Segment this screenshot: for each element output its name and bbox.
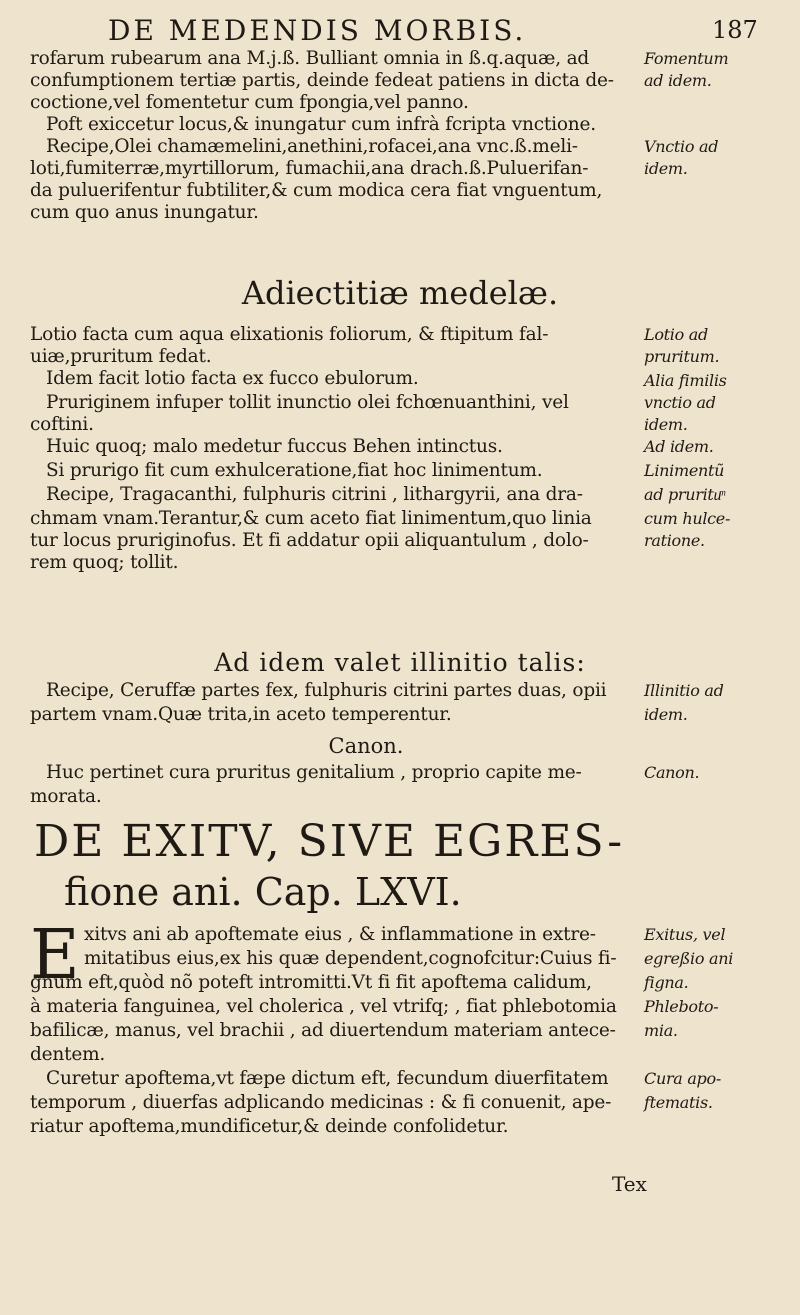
text-line: rofarum rubearum ana M.j.ß. Bulliant omnia in ß.q.aquæ, ad — [30, 48, 590, 69]
margin-note: idem. — [644, 159, 688, 178]
text-line: bafilicæ, manus, vel brachii , ad diuertendum materiam antece- — [30, 1020, 616, 1041]
text-line: Pruriginem infuper tollit inunctio olei fchœnuanthini, vel — [46, 392, 569, 413]
margin-note: Phleboto- — [644, 997, 719, 1016]
margin-note: mia. — [644, 1021, 678, 1040]
catchword: Tex — [612, 1172, 647, 1196]
text-line: cum quo anus inungatur. — [30, 202, 259, 223]
running-title: DE MEDENDIS MORBIS. — [108, 14, 527, 47]
section-heading: Adiectitiæ medelæ. — [241, 274, 559, 312]
margin-note: cum hulce- — [644, 509, 731, 528]
margin-note: figna. — [644, 973, 689, 992]
margin-note: egreßio ani — [644, 949, 734, 968]
text-line: Huic quoq; malo medetur fuccus Behen intinctus. — [46, 436, 503, 457]
text-line: Lotio facta cum aqua elixationis foliorum, & ftipitum fal- — [30, 324, 549, 345]
text-line: gnum eft,quòd nõ poteft intromitti.Vt fi fit apoftema calidum, — [30, 972, 592, 993]
text-line: morata. — [30, 786, 102, 807]
margin-note: Ad idem. — [644, 437, 714, 456]
text-line: tur locus pruriginofus. Et fi addatur opii aliquantulum , dolo- — [30, 530, 589, 551]
text-line: Poft exiccetur locus,& inungatur cum infrà fcripta vnctione. — [46, 114, 596, 135]
margin-note: pruritum. — [644, 347, 720, 366]
text-line: Si prurigo fit cum exhulceratione,fiat hoc linimentum. — [46, 460, 543, 481]
canon-heading: Canon. — [328, 734, 404, 758]
text-line: dentem. — [30, 1044, 106, 1065]
text-line: coftini. — [30, 414, 94, 435]
text-line: xitvs ani ab apoftemate eius , & inflammatione in extre- — [84, 924, 596, 945]
text-line: partem vnam.Quæ trita,in aceto temperentur. — [30, 704, 452, 725]
text-line: Recipe,Olei chamæmelini,anethini,rofacei,ana vnc.ß.meli- — [46, 136, 578, 157]
margin-note: ad prurituͫ — [644, 485, 722, 504]
text-line: uiæ,pruritum fedat. — [30, 346, 212, 367]
margin-note: Fomentum — [644, 49, 729, 68]
text-line: riatur apoftema,mundificetur,& deinde confolidetur. — [30, 1116, 509, 1137]
text-line: Recipe, Tragacanthi, fulphuris citrini , lithargyrii, ana dra- — [46, 484, 583, 505]
page-number: 187 — [712, 16, 758, 44]
margin-note: Vnctio ad — [644, 137, 719, 156]
page-header — [0, 12, 800, 47]
drop-capital: E — [30, 916, 80, 995]
section-heading: Ad idem valet illinitio talis: — [214, 648, 586, 677]
text-line: mitatibus eius,ex his quæ dependent,cognofcitur:Cuius fi- — [84, 948, 617, 969]
margin-note: idem. — [644, 705, 688, 724]
margin-note: ad idem. — [644, 71, 712, 90]
text-line: Curetur apoftema,vt fæpe dictum eft, fecundum diuerfitatem — [46, 1068, 609, 1089]
margin-note: Alia fimilis — [644, 371, 727, 390]
text-line: da puluerifentur fubtiliter,& cum modica cera fiat vnguentum, — [30, 180, 603, 201]
margin-note: Cura apo- — [644, 1069, 721, 1088]
text-line: rem quoq; tollit. — [30, 552, 179, 573]
margin-note: vnctio ad — [644, 393, 716, 412]
margin-note: Lotio ad — [644, 325, 708, 344]
text-line: loti,fumiterræ,myrtillorum, fumachii,ana drach.ß.Puluerifan- — [30, 158, 589, 179]
margin-note: ftematis. — [644, 1093, 713, 1112]
text-line: confumptionem tertiæ partis, deinde fedeat patiens in dicta de- — [30, 70, 614, 91]
margin-note: idem. — [644, 415, 688, 434]
chapter-title: DE EXITV, SIVE EGRES- — [34, 816, 625, 867]
margin-note: ratione. — [644, 531, 705, 550]
chapter-subtitle: fione ani. Cap. LXVI. — [64, 870, 462, 914]
text-line: à materia fanguinea, vel cholerica , vel vtrifq; , fiat phlebotomia — [30, 996, 617, 1017]
text-line: Recipe, Ceruffæ partes fex, fulphuris citrini partes duas, opii — [46, 680, 607, 701]
margin-note: Linimentũ — [644, 461, 725, 480]
margin-note: Canon. — [644, 763, 700, 782]
text-line: coctione,vel fomentetur cum fpongia,vel panno. — [30, 92, 469, 113]
text-line: temporum , diuerfas adplicando medicinas : & fi conuenit, ape- — [30, 1092, 612, 1113]
margin-note: Exitus, vel — [644, 925, 726, 944]
text-line: chmam vnam.Terantur,& cum aceto fiat linimentum,quo linia — [30, 508, 592, 529]
text-line: Idem facit lotio facta ex fucco ebulorum. — [46, 368, 419, 389]
margin-note: Illinitio ad — [644, 681, 724, 700]
text-line: Huc pertinet cura pruritus genitalium , proprio capite me- — [46, 762, 582, 783]
